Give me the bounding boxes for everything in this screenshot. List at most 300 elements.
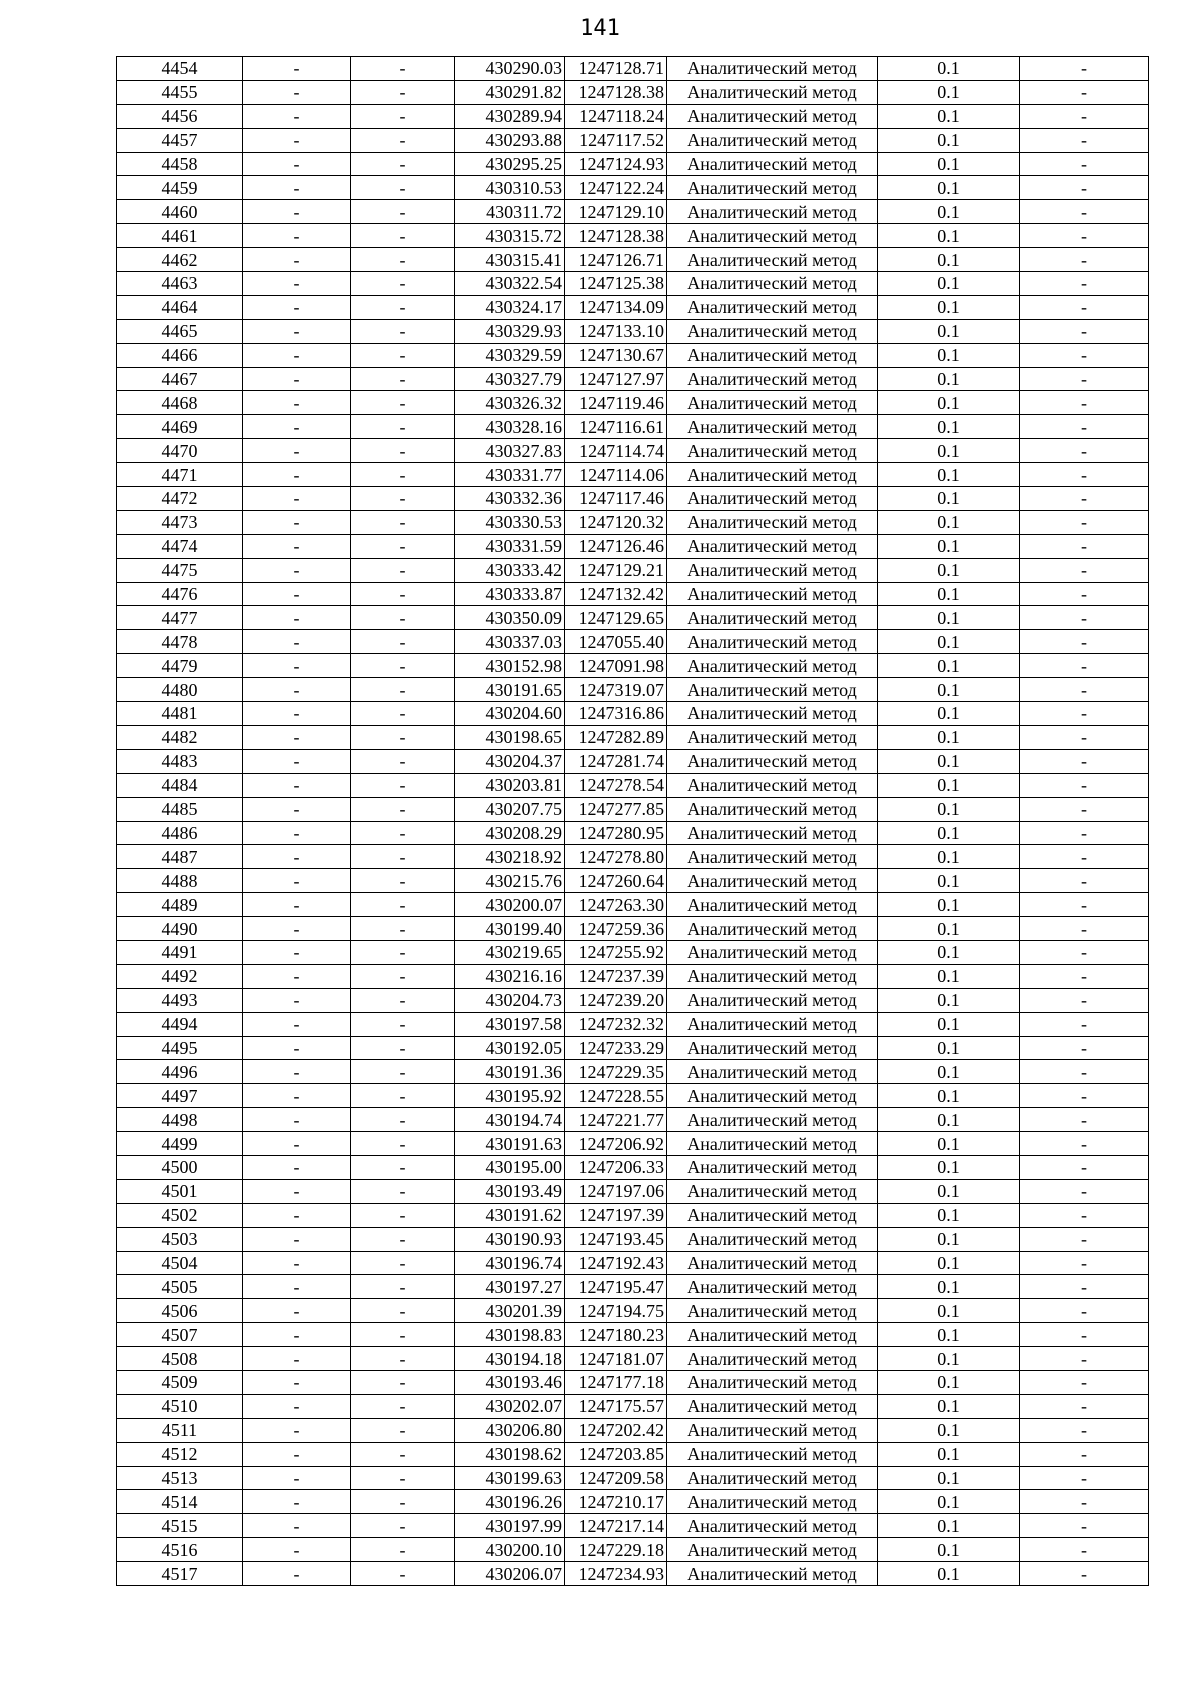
cell-note: - — [1020, 176, 1149, 200]
table-row — [117, 821, 1149, 845]
cell-coord-x: 430198.62 — [455, 1442, 565, 1466]
cell-note: - — [1020, 1514, 1149, 1538]
cell-coord-x: 430350.09 — [455, 606, 565, 630]
cell-point-number: 4506 — [117, 1299, 243, 1323]
cell-cell-empty-1: - — [243, 702, 351, 726]
table-row — [117, 1442, 1149, 1466]
cell-cell-empty-1: - — [243, 821, 351, 845]
cell-cell-empty-2: - — [351, 1012, 455, 1036]
cell-coord-x: 430327.83 — [455, 439, 565, 463]
cell-note: - — [1020, 104, 1149, 128]
table-row — [117, 1084, 1149, 1108]
cell-cell-empty-2: - — [351, 630, 455, 654]
cell-method: Аналитический метод — [667, 152, 878, 176]
cell-accuracy: 0.1 — [878, 1442, 1020, 1466]
cell-cell-empty-2: - — [351, 1084, 455, 1108]
cell-coord-y: 1247129.21 — [565, 558, 667, 582]
cell-accuracy: 0.1 — [878, 1538, 1020, 1562]
cell-note: - — [1020, 1466, 1149, 1490]
cell-coord-x: 430219.65 — [455, 940, 565, 964]
cell-point-number: 4492 — [117, 964, 243, 988]
cell-coord-y: 1247119.46 — [565, 391, 667, 415]
cell-cell-empty-1: - — [243, 893, 351, 917]
cell-coord-y: 1247192.43 — [565, 1251, 667, 1275]
cell-method: Аналитический метод — [667, 104, 878, 128]
table-row — [117, 1370, 1149, 1394]
cell-note: - — [1020, 1108, 1149, 1132]
cell-method: Аналитический метод — [667, 1251, 878, 1275]
cell-note: - — [1020, 1251, 1149, 1275]
cell-cell-empty-2: - — [351, 773, 455, 797]
cell-accuracy: 0.1 — [878, 248, 1020, 272]
cell-cell-empty-2: - — [351, 1155, 455, 1179]
cell-accuracy: 0.1 — [878, 1466, 1020, 1490]
cell-point-number: 4485 — [117, 797, 243, 821]
cell-note: - — [1020, 749, 1149, 773]
cell-coord-y: 1247134.09 — [565, 295, 667, 319]
cell-cell-empty-1: - — [243, 1036, 351, 1060]
cell-cell-empty-1: - — [243, 1179, 351, 1203]
cell-cell-empty-2: - — [351, 1538, 455, 1562]
cell-coord-y: 1247217.14 — [565, 1514, 667, 1538]
cell-point-number: 4509 — [117, 1370, 243, 1394]
table-row — [117, 1514, 1149, 1538]
cell-note: - — [1020, 1394, 1149, 1418]
table-row — [117, 152, 1149, 176]
cell-coord-y: 1247221.77 — [565, 1108, 667, 1132]
cell-method: Аналитический метод — [667, 1466, 878, 1490]
cell-accuracy: 0.1 — [878, 1275, 1020, 1299]
cell-coord-x: 430329.93 — [455, 319, 565, 343]
table-row — [117, 510, 1149, 534]
cell-accuracy: 0.1 — [878, 1299, 1020, 1323]
cell-coord-x: 430190.93 — [455, 1227, 565, 1251]
cell-coord-x: 430191.65 — [455, 678, 565, 702]
cell-cell-empty-1: - — [243, 1084, 351, 1108]
cell-accuracy: 0.1 — [878, 439, 1020, 463]
cell-accuracy: 0.1 — [878, 869, 1020, 893]
cell-cell-empty-1: - — [243, 558, 351, 582]
cell-coord-y: 1247210.17 — [565, 1490, 667, 1514]
cell-accuracy: 0.1 — [878, 391, 1020, 415]
cell-coord-x: 430328.16 — [455, 415, 565, 439]
cell-note: - — [1020, 893, 1149, 917]
cell-accuracy: 0.1 — [878, 773, 1020, 797]
cell-accuracy: 0.1 — [878, 510, 1020, 534]
cell-coord-y: 1247263.30 — [565, 893, 667, 917]
cell-coord-y: 1247130.67 — [565, 343, 667, 367]
cell-point-number: 4460 — [117, 200, 243, 224]
cell-point-number: 4468 — [117, 391, 243, 415]
cell-coord-y: 1247193.45 — [565, 1227, 667, 1251]
cell-method: Аналитический метод — [667, 534, 878, 558]
cell-point-number: 4466 — [117, 343, 243, 367]
cell-note: - — [1020, 845, 1149, 869]
cell-accuracy: 0.1 — [878, 57, 1020, 81]
cell-coord-y: 1247233.29 — [565, 1036, 667, 1060]
cell-method: Аналитический метод — [667, 343, 878, 367]
cell-cell-empty-1: - — [243, 1562, 351, 1586]
cell-cell-empty-2: - — [351, 80, 455, 104]
table-row — [117, 940, 1149, 964]
cell-cell-empty-2: - — [351, 152, 455, 176]
cell-method: Аналитический метод — [667, 1442, 878, 1466]
cell-coord-y: 1247181.07 — [565, 1347, 667, 1371]
cell-method: Аналитический метод — [667, 1060, 878, 1084]
cell-accuracy: 0.1 — [878, 319, 1020, 343]
cell-coord-x: 430195.92 — [455, 1084, 565, 1108]
cell-coord-x: 430207.75 — [455, 797, 565, 821]
cell-accuracy: 0.1 — [878, 1012, 1020, 1036]
cell-point-number: 4458 — [117, 152, 243, 176]
cell-coord-x: 430333.87 — [455, 582, 565, 606]
table-row — [117, 319, 1149, 343]
cell-coord-y: 1247126.46 — [565, 534, 667, 558]
table-row — [117, 749, 1149, 773]
cell-note: - — [1020, 487, 1149, 511]
cell-coord-y: 1247229.35 — [565, 1060, 667, 1084]
cell-cell-empty-2: - — [351, 893, 455, 917]
table-row — [117, 725, 1149, 749]
cell-coord-y: 1247232.32 — [565, 1012, 667, 1036]
cell-note: - — [1020, 415, 1149, 439]
cell-coord-x: 430196.74 — [455, 1251, 565, 1275]
cell-cell-empty-2: - — [351, 1108, 455, 1132]
cell-note: - — [1020, 439, 1149, 463]
cell-cell-empty-1: - — [243, 630, 351, 654]
cell-method: Аналитический метод — [667, 200, 878, 224]
cell-coord-x: 430293.88 — [455, 128, 565, 152]
cell-note: - — [1020, 1060, 1149, 1084]
cell-note: - — [1020, 319, 1149, 343]
cell-coord-x: 430191.63 — [455, 1132, 565, 1156]
cell-cell-empty-2: - — [351, 415, 455, 439]
cell-method: Аналитический метод — [667, 654, 878, 678]
table-row — [117, 964, 1149, 988]
cell-method: Аналитический метод — [667, 1538, 878, 1562]
table-row — [117, 1179, 1149, 1203]
cell-method: Аналитический метод — [667, 1394, 878, 1418]
cell-method: Аналитический метод — [667, 1179, 878, 1203]
cell-cell-empty-2: - — [351, 248, 455, 272]
cell-point-number: 4511 — [117, 1418, 243, 1442]
cell-accuracy: 0.1 — [878, 1155, 1020, 1179]
table-row — [117, 893, 1149, 917]
cell-coord-y: 1247277.85 — [565, 797, 667, 821]
cell-cell-empty-2: - — [351, 1466, 455, 1490]
page-number: 141 — [580, 16, 620, 41]
cell-cell-empty-2: - — [351, 1227, 455, 1251]
table-row — [117, 224, 1149, 248]
cell-cell-empty-2: - — [351, 1490, 455, 1514]
cell-coord-x: 430204.60 — [455, 702, 565, 726]
cell-cell-empty-1: - — [243, 1370, 351, 1394]
cell-note: - — [1020, 964, 1149, 988]
cell-accuracy: 0.1 — [878, 606, 1020, 630]
table-row — [117, 248, 1149, 272]
cell-cell-empty-2: - — [351, 343, 455, 367]
cell-note: - — [1020, 1299, 1149, 1323]
table-body — [117, 57, 1149, 1586]
cell-method: Аналитический метод — [667, 295, 878, 319]
cell-coord-x: 430218.92 — [455, 845, 565, 869]
cell-accuracy: 0.1 — [878, 272, 1020, 296]
cell-accuracy: 0.1 — [878, 487, 1020, 511]
cell-method: Аналитический метод — [667, 415, 878, 439]
cell-coord-y: 1247206.33 — [565, 1155, 667, 1179]
cell-cell-empty-2: - — [351, 1251, 455, 1275]
table-row — [117, 534, 1149, 558]
cell-coord-x: 430330.53 — [455, 510, 565, 534]
cell-note: - — [1020, 1084, 1149, 1108]
cell-accuracy: 0.1 — [878, 845, 1020, 869]
cell-coord-y: 1247118.24 — [565, 104, 667, 128]
cell-cell-empty-2: - — [351, 821, 455, 845]
cell-accuracy: 0.1 — [878, 104, 1020, 128]
cell-cell-empty-2: - — [351, 272, 455, 296]
table-row — [117, 200, 1149, 224]
cell-method: Аналитический метод — [667, 272, 878, 296]
cell-cell-empty-1: - — [243, 272, 351, 296]
cell-method: Аналитический метод — [667, 940, 878, 964]
table-row — [117, 1347, 1149, 1371]
table-row — [117, 845, 1149, 869]
cell-coord-x: 430196.26 — [455, 1490, 565, 1514]
cell-cell-empty-2: - — [351, 582, 455, 606]
cell-method: Аналитический метод — [667, 319, 878, 343]
table-row — [117, 1155, 1149, 1179]
cell-method: Аналитический метод — [667, 176, 878, 200]
cell-method: Аналитический метод — [667, 821, 878, 845]
cell-note: - — [1020, 391, 1149, 415]
cell-point-number: 4469 — [117, 415, 243, 439]
cell-coord-y: 1247091.98 — [565, 654, 667, 678]
cell-coord-y: 1247280.95 — [565, 821, 667, 845]
cell-accuracy: 0.1 — [878, 200, 1020, 224]
cell-coord-x: 430199.63 — [455, 1466, 565, 1490]
cell-cell-empty-2: - — [351, 510, 455, 534]
cell-method: Аналитический метод — [667, 1036, 878, 1060]
cell-method: Аналитический метод — [667, 702, 878, 726]
cell-method: Аналитический метод — [667, 487, 878, 511]
cell-note: - — [1020, 1418, 1149, 1442]
cell-cell-empty-1: - — [243, 1299, 351, 1323]
cell-accuracy: 0.1 — [878, 1490, 1020, 1514]
cell-cell-empty-1: - — [243, 1347, 351, 1371]
coordinates-table — [116, 56, 1149, 1586]
cell-accuracy: 0.1 — [878, 295, 1020, 319]
cell-point-number: 4473 — [117, 510, 243, 534]
cell-coord-x: 430289.94 — [455, 104, 565, 128]
cell-point-number: 4517 — [117, 1562, 243, 1586]
cell-point-number: 4484 — [117, 773, 243, 797]
cell-coord-y: 1247128.38 — [565, 224, 667, 248]
cell-cell-empty-1: - — [243, 749, 351, 773]
cell-method: Аналитический метод — [667, 606, 878, 630]
cell-method: Аналитический метод — [667, 1347, 878, 1371]
cell-cell-empty-1: - — [243, 1514, 351, 1538]
cell-coord-y: 1247120.32 — [565, 510, 667, 534]
cell-point-number: 4503 — [117, 1227, 243, 1251]
cell-cell-empty-1: - — [243, 152, 351, 176]
cell-method: Аналитический метод — [667, 1490, 878, 1514]
cell-cell-empty-1: - — [243, 343, 351, 367]
table-row — [117, 702, 1149, 726]
cell-cell-empty-1: - — [243, 1132, 351, 1156]
cell-accuracy: 0.1 — [878, 1323, 1020, 1347]
cell-coord-y: 1247117.46 — [565, 487, 667, 511]
cell-coord-y: 1247278.80 — [565, 845, 667, 869]
cell-cell-empty-2: - — [351, 1370, 455, 1394]
cell-point-number: 4474 — [117, 534, 243, 558]
cell-point-number: 4462 — [117, 248, 243, 272]
cell-point-number: 4494 — [117, 1012, 243, 1036]
cell-coord-y: 1247319.07 — [565, 678, 667, 702]
cell-accuracy: 0.1 — [878, 1108, 1020, 1132]
cell-coord-x: 430206.07 — [455, 1562, 565, 1586]
cell-note: - — [1020, 678, 1149, 702]
cell-method: Аналитический метод — [667, 964, 878, 988]
cell-coord-x: 430191.36 — [455, 1060, 565, 1084]
cell-coord-x: 430331.77 — [455, 463, 565, 487]
cell-coord-x: 430193.49 — [455, 1179, 565, 1203]
cell-point-number: 4495 — [117, 1036, 243, 1060]
table-row — [117, 415, 1149, 439]
cell-note: - — [1020, 1562, 1149, 1586]
cell-accuracy: 0.1 — [878, 1418, 1020, 1442]
cell-note: - — [1020, 1036, 1149, 1060]
cell-accuracy: 0.1 — [878, 1370, 1020, 1394]
cell-accuracy: 0.1 — [878, 654, 1020, 678]
cell-note: - — [1020, 988, 1149, 1012]
cell-point-number: 4491 — [117, 940, 243, 964]
table-row — [117, 176, 1149, 200]
cell-coord-y: 1247126.71 — [565, 248, 667, 272]
cell-cell-empty-2: - — [351, 606, 455, 630]
cell-coord-x: 430324.17 — [455, 295, 565, 319]
table-row — [117, 869, 1149, 893]
cell-coord-x: 430152.98 — [455, 654, 565, 678]
cell-accuracy: 0.1 — [878, 940, 1020, 964]
cell-cell-empty-2: - — [351, 702, 455, 726]
cell-cell-empty-2: - — [351, 1132, 455, 1156]
cell-accuracy: 0.1 — [878, 1084, 1020, 1108]
cell-cell-empty-2: - — [351, 1299, 455, 1323]
cell-cell-empty-1: - — [243, 80, 351, 104]
cell-accuracy: 0.1 — [878, 1251, 1020, 1275]
cell-cell-empty-1: - — [243, 439, 351, 463]
cell-note: - — [1020, 80, 1149, 104]
cell-note: - — [1020, 128, 1149, 152]
cell-accuracy: 0.1 — [878, 176, 1020, 200]
cell-point-number: 4497 — [117, 1084, 243, 1108]
cell-coord-x: 430201.39 — [455, 1299, 565, 1323]
cell-coord-y: 1247122.24 — [565, 176, 667, 200]
cell-cell-empty-2: - — [351, 1323, 455, 1347]
cell-cell-empty-2: - — [351, 869, 455, 893]
cell-note: - — [1020, 917, 1149, 941]
cell-accuracy: 0.1 — [878, 1203, 1020, 1227]
cell-note: - — [1020, 725, 1149, 749]
cell-cell-empty-2: - — [351, 725, 455, 749]
table-row — [117, 487, 1149, 511]
cell-accuracy: 0.1 — [878, 463, 1020, 487]
cell-point-number: 4500 — [117, 1155, 243, 1179]
cell-point-number: 4501 — [117, 1179, 243, 1203]
cell-coord-x: 430337.03 — [455, 630, 565, 654]
cell-cell-empty-1: - — [243, 176, 351, 200]
cell-coord-y: 1247177.18 — [565, 1370, 667, 1394]
cell-note: - — [1020, 1227, 1149, 1251]
cell-coord-x: 430195.00 — [455, 1155, 565, 1179]
table-row — [117, 1203, 1149, 1227]
cell-cell-empty-1: - — [243, 295, 351, 319]
cell-accuracy: 0.1 — [878, 1514, 1020, 1538]
cell-accuracy: 0.1 — [878, 1227, 1020, 1251]
cell-method: Аналитический метод — [667, 248, 878, 272]
cell-coord-x: 430206.80 — [455, 1418, 565, 1442]
cell-coord-y: 1247116.61 — [565, 415, 667, 439]
table-row — [117, 1538, 1149, 1562]
cell-note: - — [1020, 869, 1149, 893]
cell-coord-y: 1247259.36 — [565, 917, 667, 941]
table-row — [117, 1012, 1149, 1036]
cell-method: Аналитический метод — [667, 391, 878, 415]
cell-accuracy: 0.1 — [878, 224, 1020, 248]
cell-cell-empty-2: - — [351, 534, 455, 558]
cell-cell-empty-1: - — [243, 606, 351, 630]
cell-coord-y: 1247203.85 — [565, 1442, 667, 1466]
cell-coord-y: 1247229.18 — [565, 1538, 667, 1562]
cell-coord-y: 1247114.74 — [565, 439, 667, 463]
cell-coord-x: 430322.54 — [455, 272, 565, 296]
cell-note: - — [1020, 1132, 1149, 1156]
cell-coord-y: 1247128.71 — [565, 57, 667, 81]
table-row — [117, 391, 1149, 415]
cell-coord-y: 1247125.38 — [565, 272, 667, 296]
cell-accuracy: 0.1 — [878, 1347, 1020, 1371]
cell-coord-x: 430194.18 — [455, 1347, 565, 1371]
table-row — [117, 1466, 1149, 1490]
cell-cell-empty-1: - — [243, 1275, 351, 1299]
table-row — [117, 654, 1149, 678]
cell-point-number: 4479 — [117, 654, 243, 678]
cell-cell-empty-1: - — [243, 1394, 351, 1418]
cell-cell-empty-1: - — [243, 534, 351, 558]
cell-cell-empty-2: - — [351, 558, 455, 582]
cell-note: - — [1020, 1490, 1149, 1514]
cell-accuracy: 0.1 — [878, 821, 1020, 845]
cell-point-number: 4472 — [117, 487, 243, 511]
table-row — [117, 1060, 1149, 1084]
cell-point-number: 4481 — [117, 702, 243, 726]
table-row — [117, 128, 1149, 152]
cell-cell-empty-2: - — [351, 1394, 455, 1418]
cell-method: Аналитический метод — [667, 988, 878, 1012]
cell-coord-y: 1247195.47 — [565, 1275, 667, 1299]
cell-point-number: 4471 — [117, 463, 243, 487]
cell-cell-empty-1: - — [243, 964, 351, 988]
cell-coord-x: 430198.83 — [455, 1323, 565, 1347]
cell-method: Аналитический метод — [667, 1155, 878, 1179]
table-row — [117, 582, 1149, 606]
cell-coord-y: 1247128.38 — [565, 80, 667, 104]
cell-cell-empty-2: - — [351, 200, 455, 224]
cell-method: Аналитический метод — [667, 439, 878, 463]
cell-cell-empty-2: - — [351, 104, 455, 128]
cell-point-number: 4475 — [117, 558, 243, 582]
cell-coord-x: 430193.46 — [455, 1370, 565, 1394]
